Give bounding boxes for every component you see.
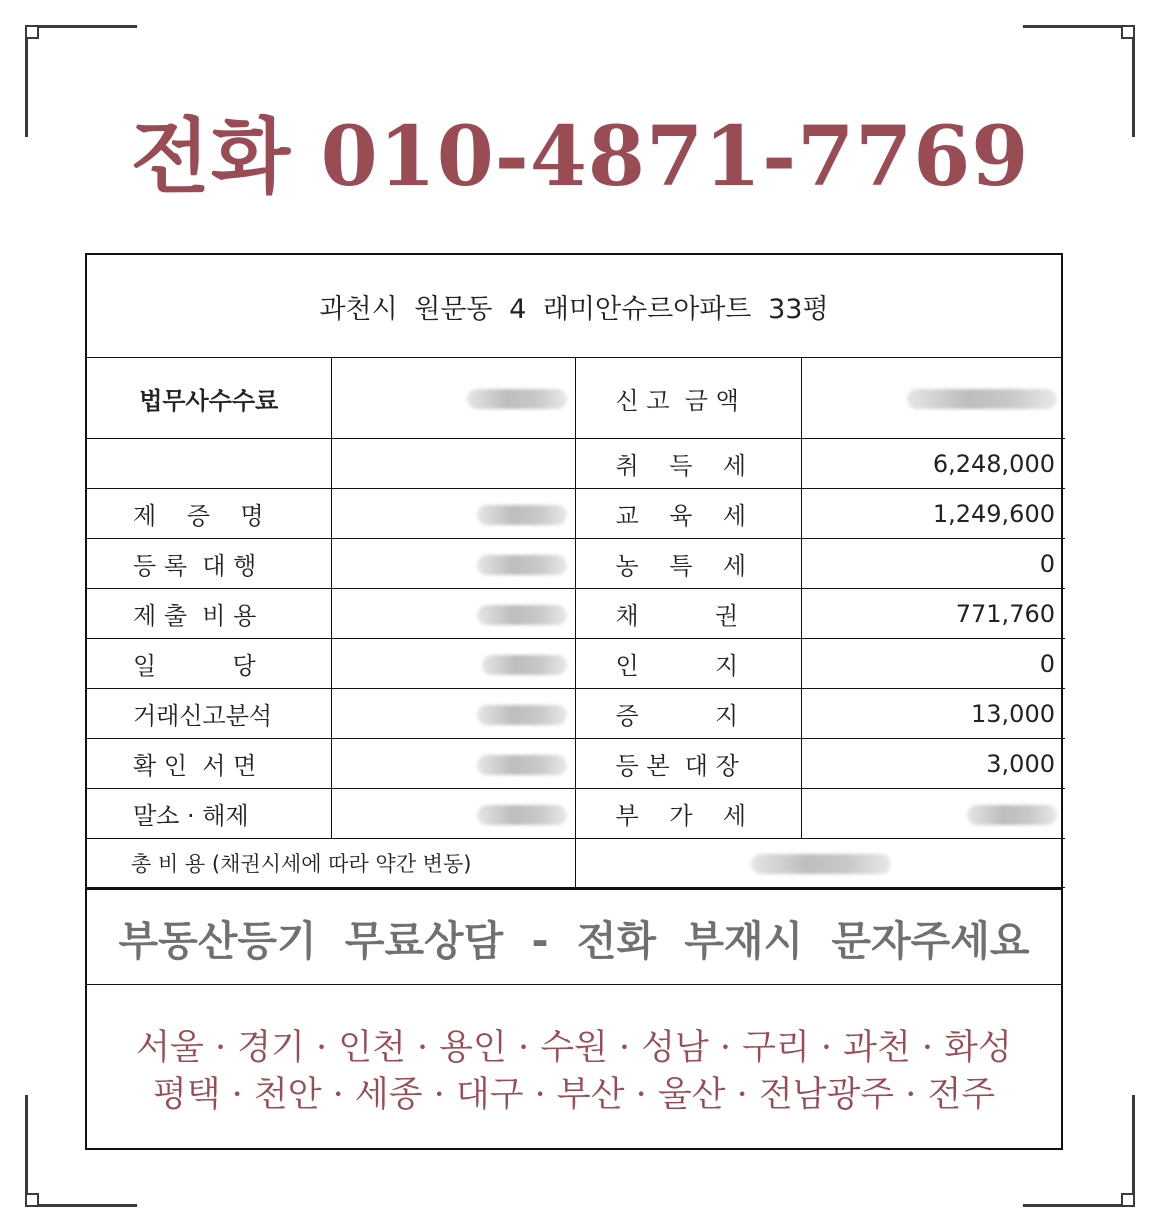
phone-number-heading: 전화 010-4871-7769 [130,109,1030,205]
table-row [87,639,1065,689]
row-label-right: 농 특 세 [575,539,801,589]
blurred-value [801,789,1065,839]
row-label-left: 확 인 서 면 [87,739,331,789]
blurred-value [575,839,1065,888]
row-label-right: 증 지 [575,689,801,739]
blurred-value [331,358,575,439]
regions-line-1: 서울 · 경기 · 인천 · 용인 · 수원 · 성남 · 구리 · 과천 · 화성 [136,1028,1012,1068]
row-label-right: 채 권 [575,589,801,639]
row-value-right: 6,248,000 [801,439,1065,489]
row-label-right: 취 득 세 [575,439,801,489]
total-label: 총 비 용 (채권시세에 따라 약간 변동) [87,839,575,888]
blurred-value [801,358,1065,439]
table-row [87,689,1065,739]
regions-line-2: 평택 · 천안 · 세종 · 대구 · 부산 · 울산 · 전남광주 · 전주 [152,1075,996,1115]
blurred-value [331,739,575,789]
row-value-right: 3,000 [801,739,1065,789]
row-label-right: 등 본 대 장 [575,739,801,789]
row-value-right: 13,000 [801,689,1065,739]
fee-estimate-sheet [85,253,1063,1150]
blurred-value [331,539,575,589]
table-row [87,789,1065,839]
row-value-right: 771,760 [801,589,1065,639]
row-label-left [87,439,331,489]
blurred-value [331,689,575,739]
row-label-right: 교 육 세 [575,489,801,539]
blurred-value [331,589,575,639]
service-regions [87,985,1061,1119]
table-row [87,439,1065,489]
blurred-value [331,489,575,539]
row-label-left: 제 증 명 [87,489,331,539]
empty-cell [331,439,575,489]
table-row [87,739,1065,789]
row-label-left: 일 당 [87,639,331,689]
table-row [87,358,1065,439]
row-value-right: 0 [801,539,1065,589]
table-row-total [87,839,1065,888]
fee-table [87,358,1065,888]
table-row [87,489,1065,539]
table-row [87,539,1065,589]
row-label-left: 등 록 대 행 [87,539,331,589]
row-value-right: 0 [801,639,1065,689]
row-label-left: 말소 · 해제 [87,789,331,839]
blurred-value [331,789,575,839]
row-label-right: 부 가 세 [575,789,801,839]
row-label-right: 신 고 금 액 [575,358,801,439]
row-label-left: 거래신고분석 [87,689,331,739]
consult-banner: 부동산등기 무료상담 - 전화 부재시 문자주세요 [87,888,1061,985]
row-label-right: 인 지 [575,639,801,689]
blurred-value [331,639,575,689]
table-row [87,589,1065,639]
property-title: 과천시 원문동 4 래미안슈르아파트 33평 [87,255,1061,358]
row-label-left: 제 출 비 용 [87,589,331,639]
row-label-left: 법무사수수료 [87,358,331,439]
row-value-right: 1,249,600 [801,489,1065,539]
